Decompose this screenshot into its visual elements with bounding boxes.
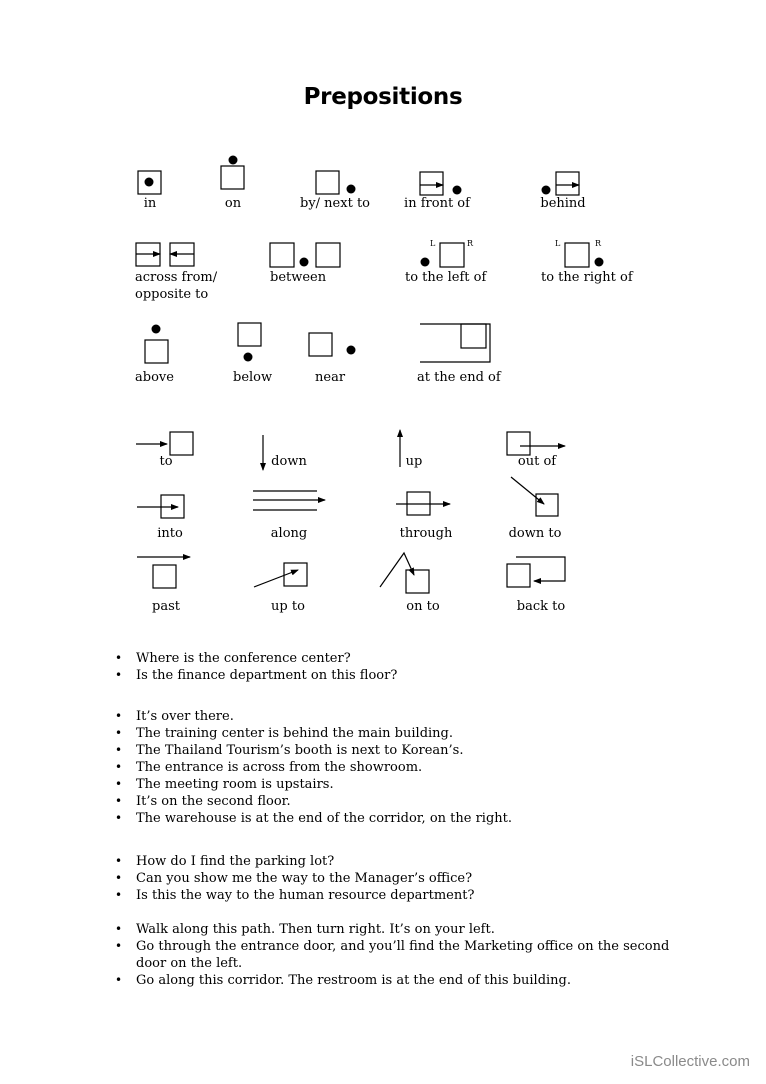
label-by-next-to: by/ next to	[300, 196, 370, 211]
list-item: • Go through the entrance door, and you’ll find the Marketing office on the second door on the left.	[115, 938, 675, 972]
between-diagram	[270, 243, 294, 267]
label-across-from: across from/	[135, 270, 218, 285]
page-title: Prepositions	[303, 84, 463, 110]
list-item: • The meeting room is upstairs.	[115, 776, 675, 793]
to-the-left-of-diagram	[440, 243, 464, 267]
list-item: • The training center is behind the main building.	[115, 725, 675, 742]
list-item: • It’s on the second floor.	[115, 793, 675, 810]
down-to-diagram	[536, 494, 558, 516]
label-above: above	[135, 370, 174, 385]
watermark: iSLCollective.com	[630, 1053, 750, 1070]
list-item: • Is this the way to the human resource department?	[115, 887, 675, 904]
bullet-list-questions-1	[115, 650, 675, 684]
near-diagram	[309, 333, 332, 356]
list-item: • Is the finance department on this floor?	[115, 667, 675, 684]
label-on: on	[224, 196, 242, 211]
label-behind: behind	[540, 196, 586, 211]
label-out-of: out of	[517, 454, 557, 469]
on-diagram	[221, 166, 244, 189]
list-item: • How do I find the parking lot?	[115, 853, 675, 870]
to-the-right-of-diagram	[565, 243, 589, 267]
label-through: through	[399, 526, 453, 541]
by-next-to-diagram	[316, 171, 339, 194]
above-diagram	[145, 340, 168, 363]
right-marker-1: R	[467, 239, 474, 248]
label-up: up	[405, 454, 423, 469]
list-item: • It’s over there.	[115, 708, 675, 725]
below-diagram	[238, 323, 261, 346]
bullet-list-answers-2	[115, 921, 675, 989]
label-up-to: up to	[271, 599, 305, 614]
list-item: • Can you show me the way to the Manager’s office?	[115, 870, 675, 887]
list-item: • The Thailand Tourism’s booth is next to Korean’s.	[115, 742, 675, 759]
left-marker-1: L	[430, 239, 436, 248]
label-below: below	[233, 370, 273, 385]
list-item: • The warehouse is at the end of the corridor, on the right.	[115, 810, 675, 827]
label-between: between	[270, 270, 327, 285]
label-to-the-right-of: to the right of	[541, 270, 633, 285]
label-into: into	[157, 526, 183, 541]
label-along: along	[270, 526, 308, 541]
label-in-front-of: in front of	[404, 196, 470, 211]
back-to-diagram	[507, 564, 530, 587]
label-on-to: on to	[406, 599, 440, 614]
list-item: • The entrance is across from the showroom.	[115, 759, 675, 776]
label-to-the-left-of: to the left of	[405, 270, 487, 285]
bullet-list-questions-2	[115, 853, 675, 904]
label-down-to: down to	[508, 526, 562, 541]
right-marker-2: R	[595, 239, 602, 248]
left-marker-2: L	[555, 239, 561, 248]
label-down: down	[271, 454, 307, 469]
label-at-the-end-of: at the end of	[417, 370, 501, 385]
label-in: in	[143, 196, 157, 211]
label-near: near	[315, 370, 346, 385]
label-opposite-to: opposite to	[135, 287, 209, 302]
at-the-end-of-diagram	[420, 324, 490, 362]
in-front-of-diagram	[420, 172, 443, 195]
bullet-list-answers-1	[115, 708, 675, 827]
list-item: • Where is the conference center?	[115, 650, 675, 667]
behind-diagram	[556, 172, 579, 195]
list-item: • Go along this corridor. The restroom is at the end of this building.	[115, 972, 675, 989]
label-past: past	[152, 599, 180, 614]
label-back-to: back to	[516, 599, 566, 614]
list-item: • Walk along this path. Then turn right. It’s on your left.	[115, 921, 675, 938]
out-of-diagram	[507, 432, 530, 455]
label-to: to	[159, 454, 173, 469]
